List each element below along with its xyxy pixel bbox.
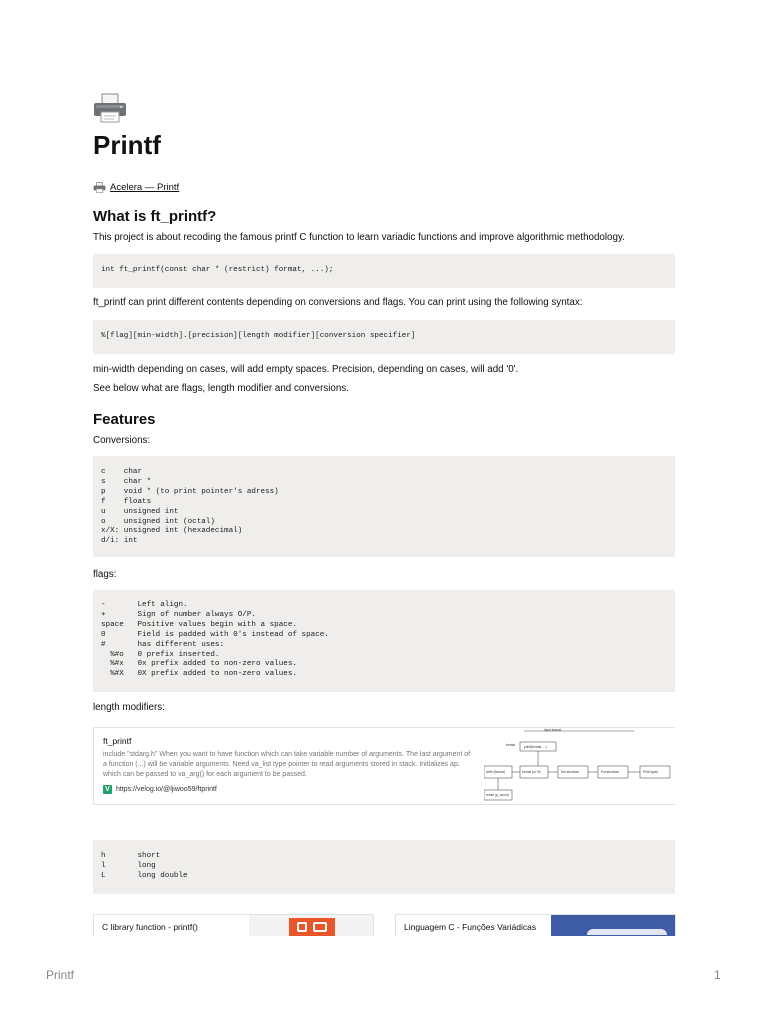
diagram-node-4: Put structure [601,770,620,774]
note-min-width: min-width depending on cases, will add empty spaces. Precision, depending on cases, will add '0'. [93,364,519,375]
link-card-c-library-title: C library function - printf() [102,922,198,932]
diagram-bottom-label: return (p_count) [486,793,509,797]
section-heading-features: Features [93,411,156,428]
note-see-below: See below what are flags, length modifier and conversions. [93,383,349,394]
code-block-conversions: c char s char * p void * (to print pointer's adress) f floats u unsigned int o unsigned int (octal) x/X: unsigned int (hexadecimal) d/i: int [93,456,675,557]
thumbnail-variadicas [551,915,676,936]
link-card-variadicas-title: Linguagem C - Funções Variádicas [404,922,537,932]
code-block-length-modifiers: h short l long L long double [93,840,675,894]
diagram-top-label: input format [544,728,561,732]
flags-label: flags: [93,569,117,580]
length-modifiers-label: length modifiers: [93,702,165,713]
link-card-c-library-printf[interactable] [93,914,374,936]
diagram-node-3: Set structure [561,770,580,774]
velog-icon: V [103,785,112,794]
printer-icon [93,93,127,123]
conversions-label: Conversions: [93,435,151,446]
flowchart-thumbnail [484,728,675,804]
link-card-url-row[interactable] [103,785,217,794]
print-description: ft_printf can print different contents depending on conversions and flags. You can print using the following syntax: [93,297,583,308]
diagram-node-5: Print types [643,770,659,774]
section-heading-what-is: What is ft_printf? [93,208,217,225]
code-block-flags: - Left align. + Sign of number always O/P. space Positive values begin with a space. 0 Field is padded with 0's instead of space. # has different uses: %#o 0 prefix inserted. %#x 0x prefix added to non-zero values. %#X 0X prefix added to non-zero values. [93,590,675,692]
link-card-funcoes-variadicas[interactable] [395,914,676,936]
link-preview-card[interactable] [93,727,675,805]
footer-title: Printf [46,968,75,982]
link-card-title: ft_printf [103,736,132,746]
link-card-description: include "stdarg.h" When you want to have function which can take variable number of arguments. The last argument of a function (...) will be variable arguments. Need va_list type pointer to read arguments stored in stack. Initializes ap, which can be passed to va_arg() for each argument to be passed. [103,751,471,778]
diagram-node-1: write (format) [486,770,505,774]
printer-small-icon [93,182,106,193]
code-block-syntax: %[flag][min-width].[precision][length modifier][conversion specifier] [93,320,675,354]
intro-text: This project is about recoding the famous printf C function to learn variadic functions and improve algorithmic methodology. [93,232,625,243]
diagram-call-label: printf(format, ...) [524,745,547,749]
breadcrumb [93,180,179,194]
code-block-prototype: int ft_printf(const char * (restrict) format, ...); [93,254,675,288]
footer-page-number: 1 [714,968,721,982]
page-title: Printf [93,130,161,160]
breadcrumb-link[interactable]: Acelera — Printf [110,181,180,193]
tutorialspoint-logo-icon [289,918,335,936]
thumbnail-c-library [249,915,374,936]
link-card-url[interactable]: https://velog.io/@ljiwoo59/ftprintf [116,786,217,793]
diagram-node-2: format (or %) [522,770,541,774]
diagram-format-label: format [506,743,516,747]
